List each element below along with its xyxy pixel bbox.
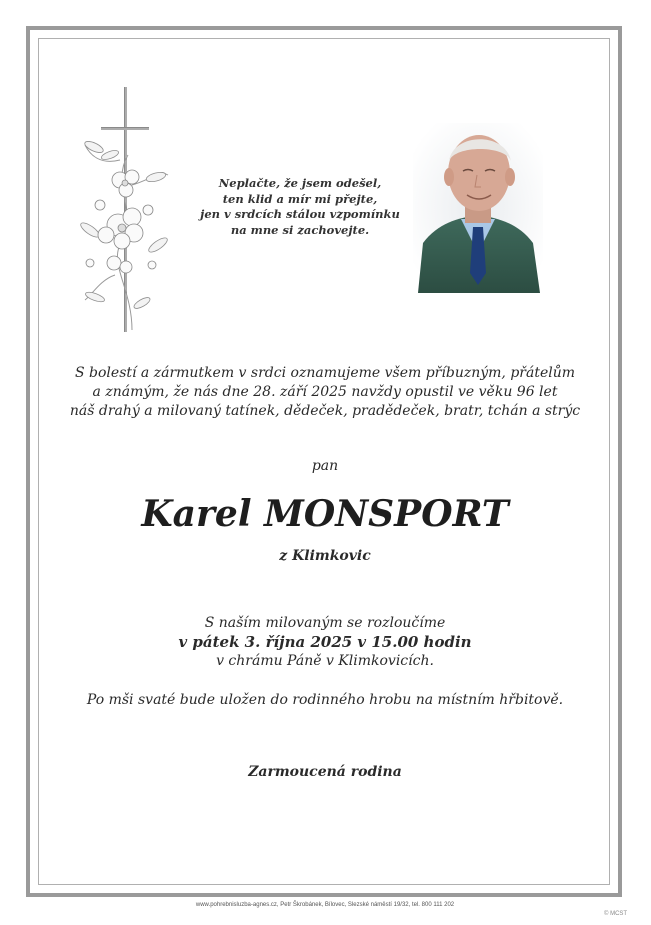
funeral-info (40, 614, 610, 671)
funeral-place: v chrámu Páně v Klimkovicích. (216, 653, 434, 669)
poem-line: jen v srdcích stálou vzpomínku (200, 207, 400, 221)
poem-line: Neplačte, že jsem odešel, (218, 176, 382, 190)
announcement-line: S bolestí a zármutkem v srdci oznamujeme všem příbuzným, přátelům (75, 365, 575, 381)
family-signature: Zarmoucená rodina (248, 764, 402, 780)
funeral-service-footer: www.pohrebnisluzba-agnes.cz, Petr Škrobánek, Bílovec, Slezské náměstí 19/32, tel. 800 111 202 (195, 902, 455, 908)
memorial-poem (190, 176, 410, 238)
cross-with-flowers-illustration (70, 85, 180, 340)
poem-line: na mne si zachovejte. (230, 222, 370, 237)
copyright-mark: © MCST (604, 911, 628, 917)
funeral-datetime: v pátek 3. října 2025 v 15.00 hodin (178, 633, 472, 651)
announcement-line: a známým, že nás dne 28. září 2025 navždy opustil ve věku 96 let (92, 384, 558, 400)
death-announcement (40, 364, 610, 421)
poem-line: ten klid a mír mi přejte, (222, 191, 378, 206)
honorific: pan (311, 458, 339, 474)
funeral-intro: S naším milovaným se rozloučíme (204, 615, 446, 631)
portrait-photo (413, 123, 543, 293)
burial-note: Po mši svaté bude uložen do rodinného hrobu na místním hřbitově. (86, 692, 564, 708)
deceased-name: Karel MONSPORT (141, 493, 509, 535)
announcement-line: náš drahý a milovaný tatínek, dědeček, pradědeček, bratr, tchán a strýc (69, 403, 581, 419)
deceased-origin: z Klimkovic (279, 548, 371, 564)
